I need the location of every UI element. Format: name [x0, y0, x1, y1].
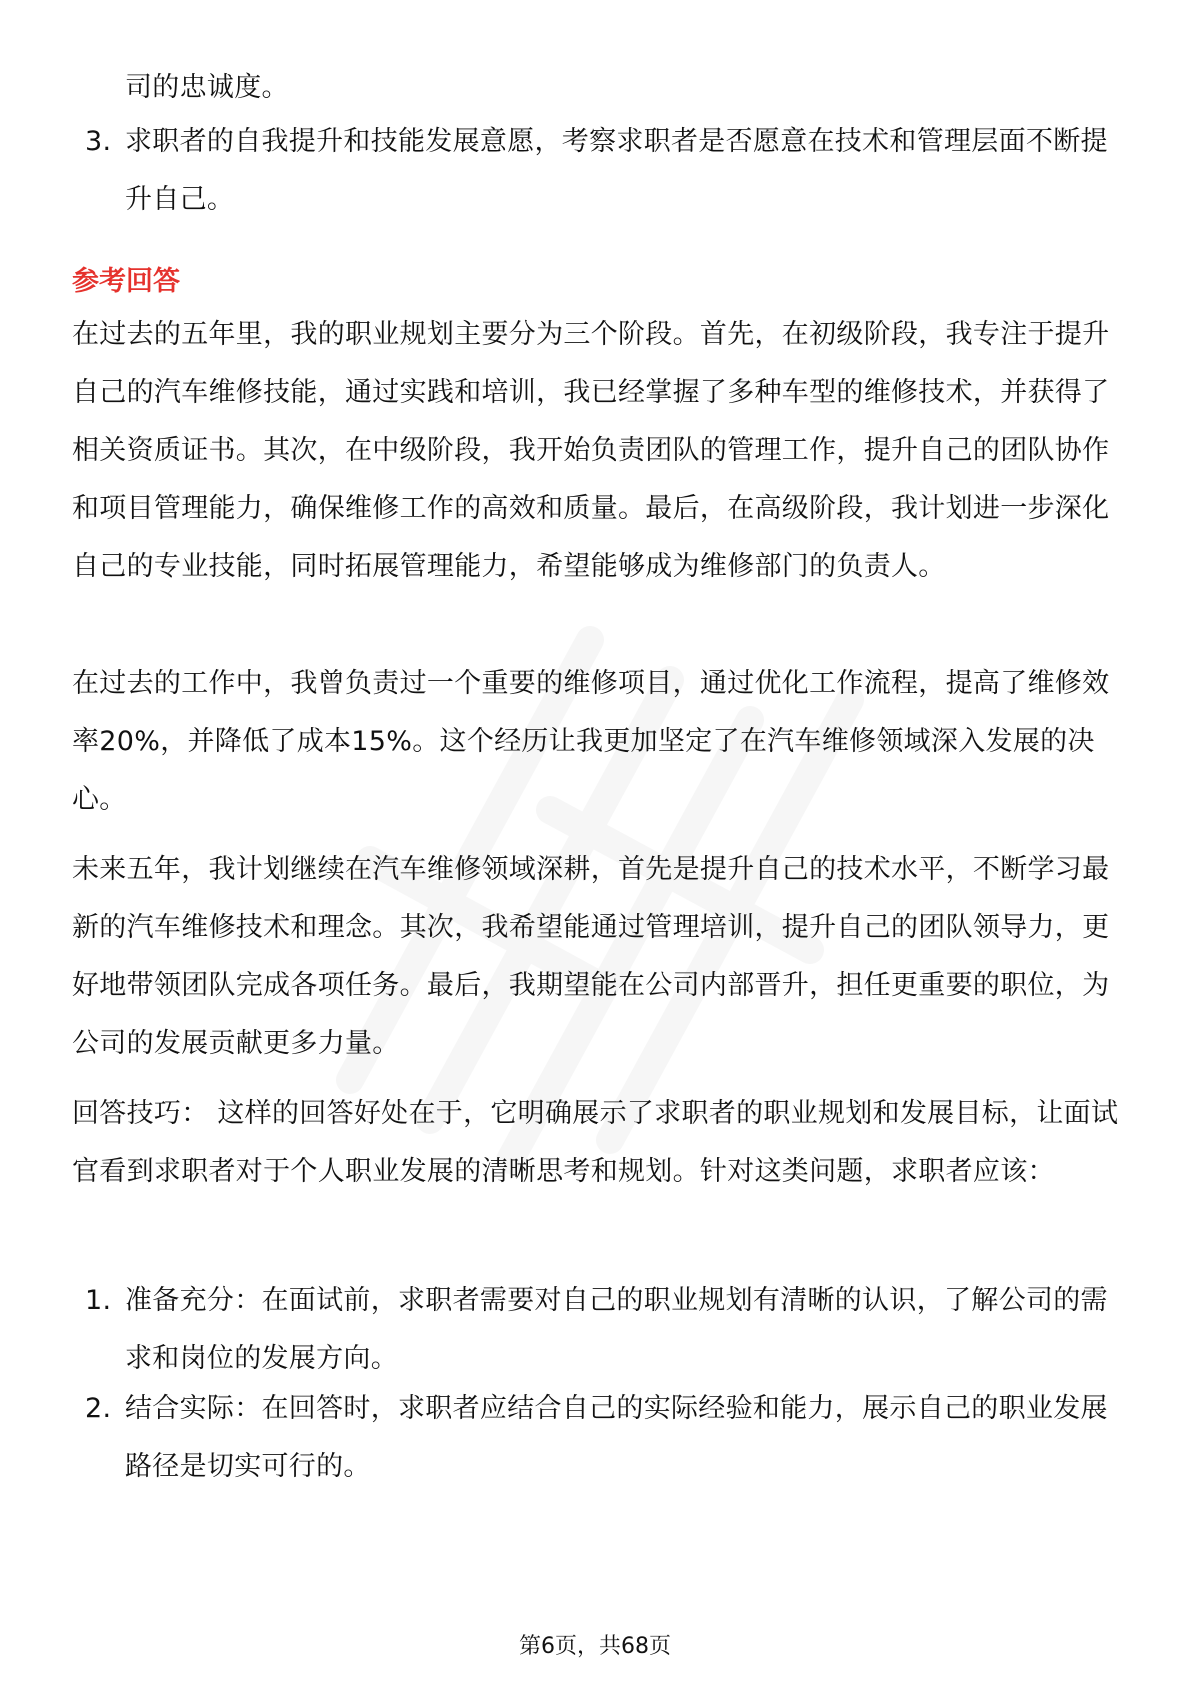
list-item-text: 结合实际：在回答时，求职者应结合自己的实际经验和能力，展示自己的职业发展路径是切实可行的。 — [125, 1393, 1108, 1482]
tips-paragraph: 回答技巧： 这样的回答好处在于，它明确展示了求职者的职业规划和发展目标，让面试官看到求职者对于个人职业发展的清晰思考和规划。针对这类问题，求职者应该： — [72, 1098, 1119, 1187]
list-item — [85, 1380, 1125, 1496]
list-number: 2. — [85, 1393, 112, 1424]
section-heading: 参考回答 — [72, 266, 180, 297]
list-number: 3. — [85, 126, 112, 157]
answer-paragraph-3: 未来五年，我计划继续在汽车维修领域深耕，首先是提升自己的技术水平，不断学习最新的汽车维修技术和理念。其次，我希望能通过管理培训，提升自己的团队领导力，更好地带领团队完成各项任务。最后，我期望能在公司内部晋升，担任更重要的职位，为公司的发展贡献更多力量。 — [72, 854, 1110, 1059]
list-item — [85, 113, 1125, 229]
list-item-text: 求职者的自我提升和技能发展意愿，考察求职者是否愿意在技术和管理层面不断提升自己。 — [125, 126, 1108, 215]
answer-paragraph-2: 在过去的工作中，我曾负责过一个重要的维修项目，通过优化工作流程，提高了维修效率20%，并降低了成本15%。这个经历让我更加坚定了在汽车维修领域深入发展的决心。 — [72, 668, 1110, 815]
list-item-text: 准备充分：在面试前，求职者需要对自己的职业规划有清晰的认识，了解公司的需求和岗位的发展方向。 — [125, 1285, 1108, 1374]
list-item — [85, 1272, 1125, 1388]
list-number: 1. — [85, 1285, 112, 1316]
page-footer: 第6页，共68页 — [519, 1634, 671, 1659]
continuation-text: 司的忠诚度。 — [125, 72, 289, 103]
answer-paragraph-1: 在过去的五年里，我的职业规划主要分为三个阶段。首先，在初级阶段，我专注于提升自己的汽车维修技能，通过实践和培训，我已经掌握了多种车型的维修技术，并获得了相关资质证书。其次，在中级阶段，我开始负责团队的管理工作，提升自己的团队协作和项目管理能力，确保维修工作的高效和质量。最后，在高级阶段，我计划进一步深化自己的专业技能，同时拓展管理能力，希望能够成为维修部门的负责人。 — [72, 319, 1110, 582]
